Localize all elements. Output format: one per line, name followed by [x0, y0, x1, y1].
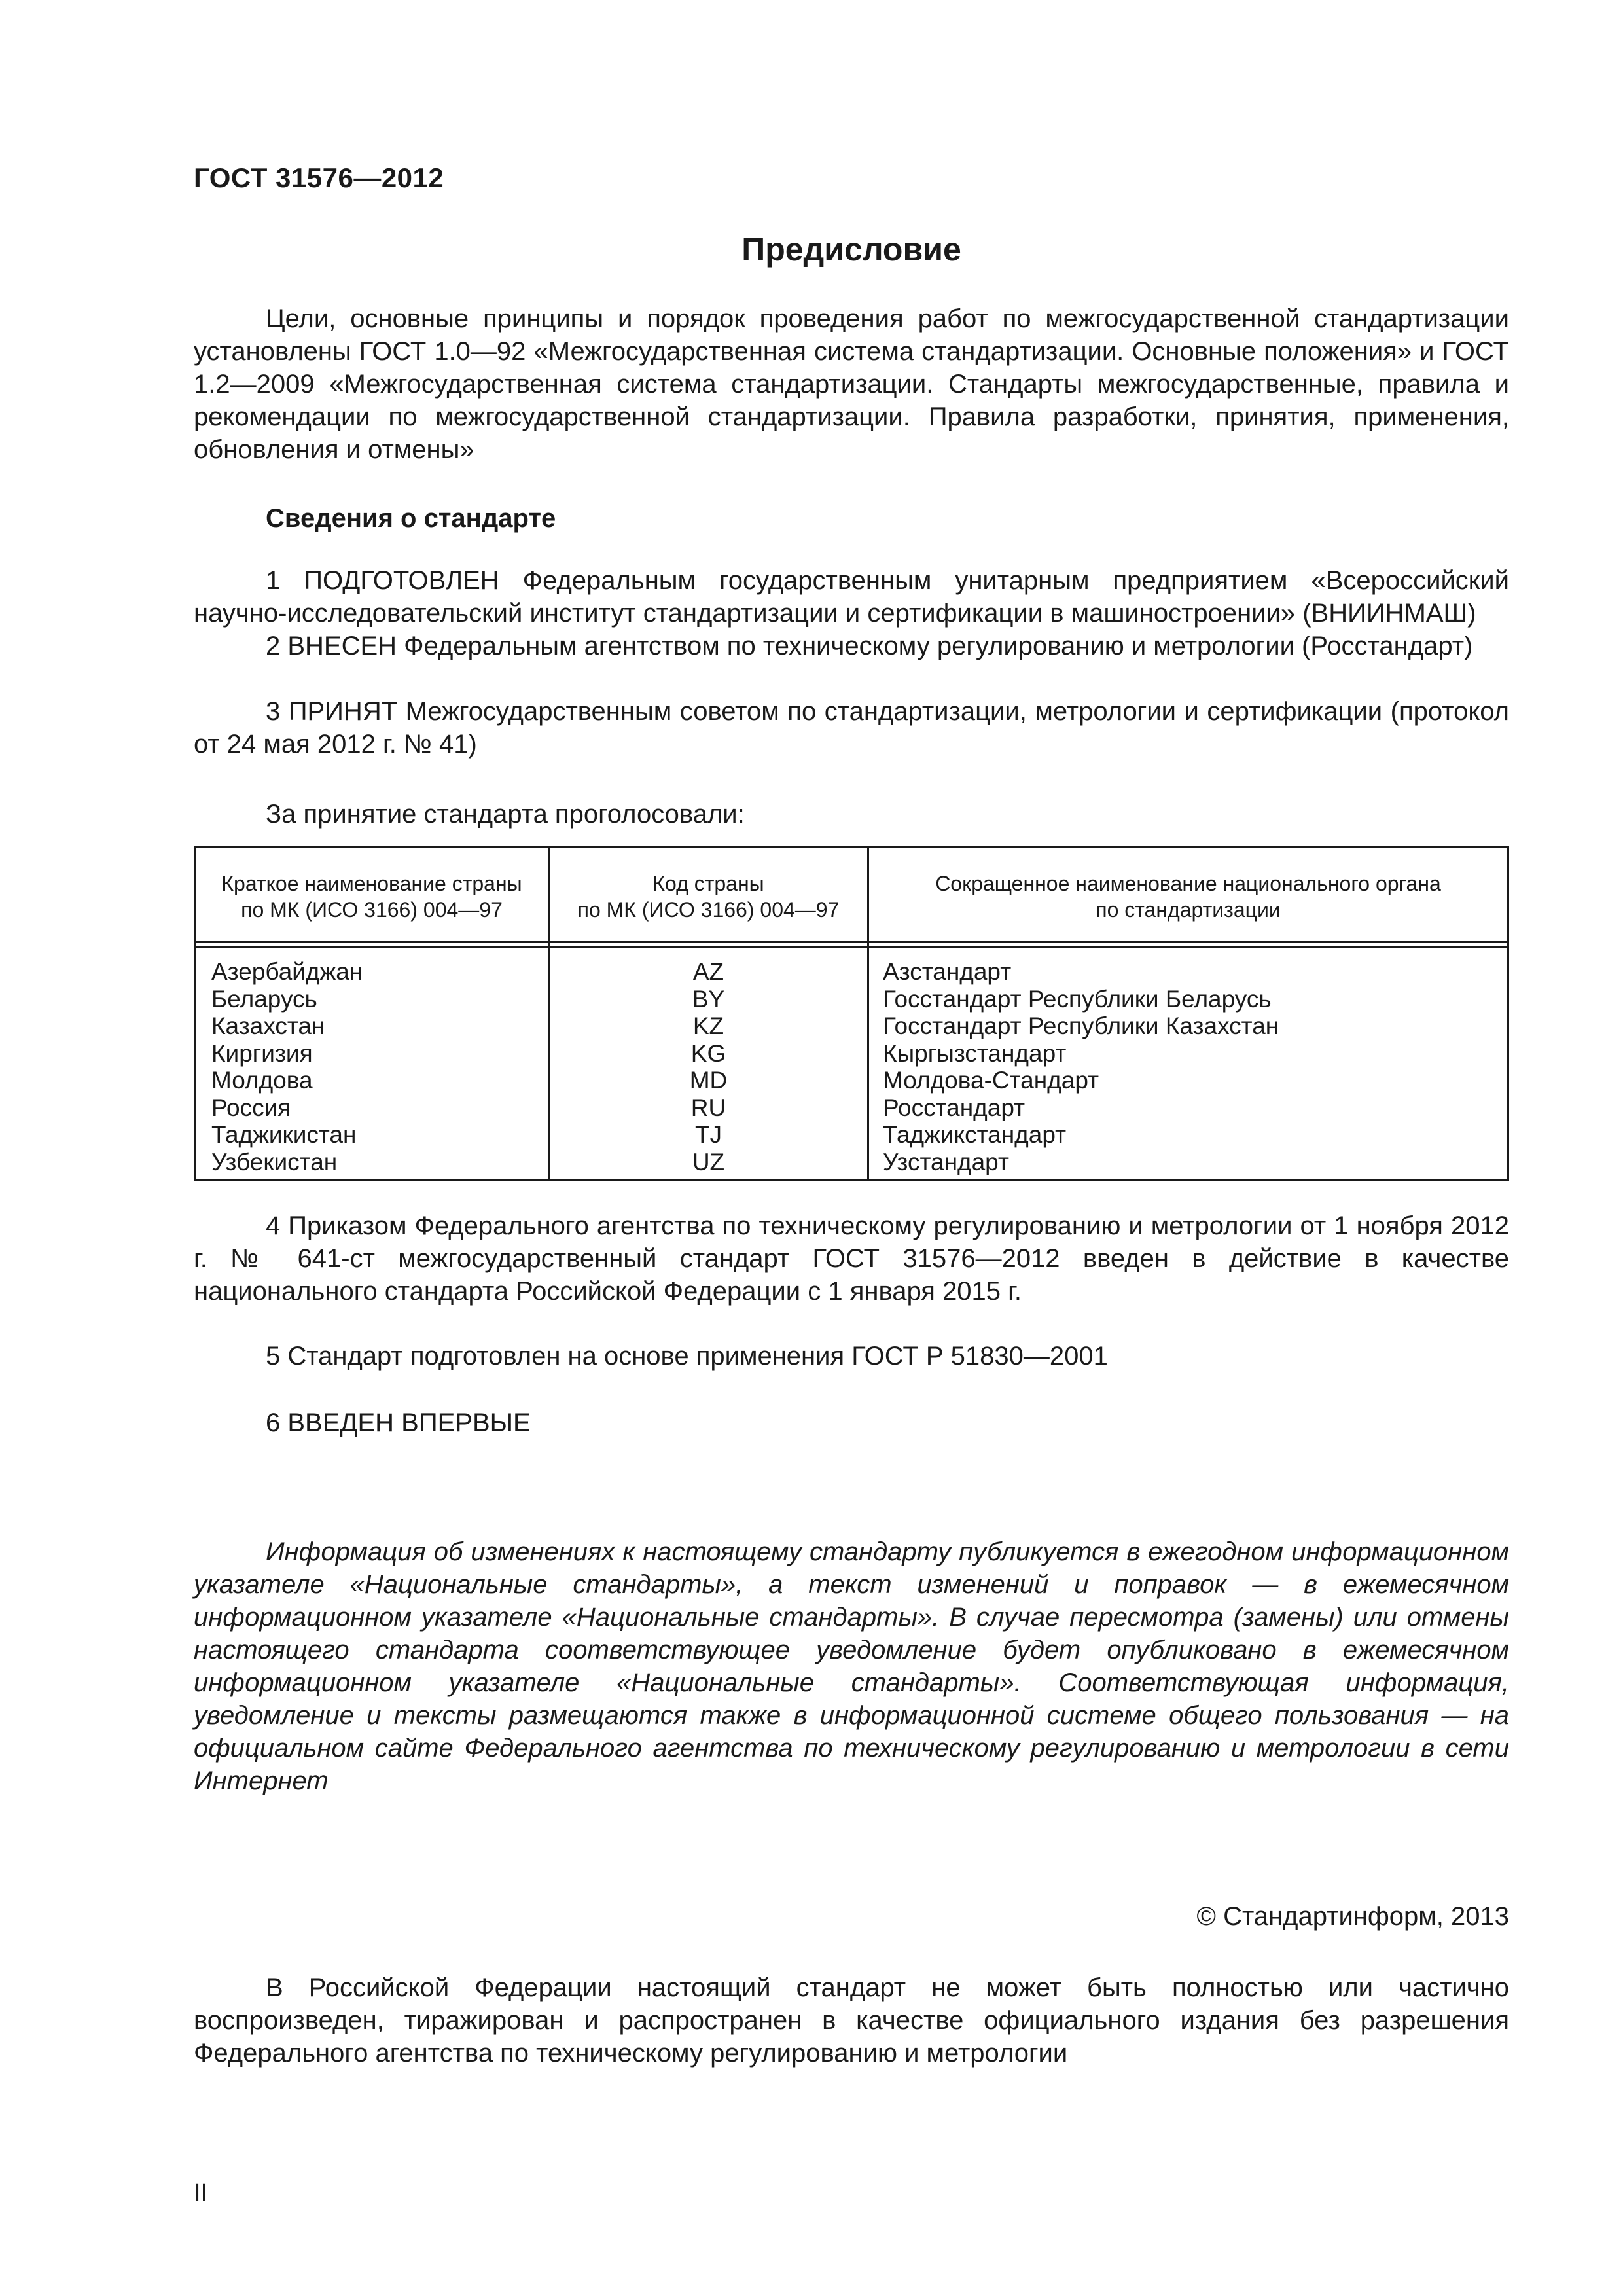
table-header-body: Сокращенное наименование национального органа по стандартизации: [935, 872, 1441, 922]
table-cell-country: Азербайджан: [211, 958, 363, 985]
item-4-paragraph: 4 Приказом Федерального агентства по техническому регулированию и метрологии от 1 ноября 2012 г. № 641-ст межгосударственный стандарт ГОСТ 31576—2012 введен в действие в качестве национального стандарта Российской Федерации с 1 января 2015 г.: [194, 1211, 1509, 1306]
table-cell-country: Киргизия: [211, 1039, 313, 1067]
table-cell-country: Казахстан: [211, 1013, 325, 1039]
table-cell-code: TJ: [694, 1121, 722, 1148]
item-1-paragraph: 1 ПОДГОТОВЛЕН Федеральным государственным унитарным предприятием «Всероссийский научно-исследовательский институт стандартизации и сертификации в машиностроении» (ВНИИНМАШ): [194, 566, 1509, 628]
table-cell-country: Беларусь: [211, 985, 317, 1013]
table-cell-body: Госстандарт Республики Казахстан: [883, 1013, 1279, 1039]
table-cell-code: KG: [690, 1039, 726, 1067]
table-cell-country: Узбекистан: [211, 1148, 338, 1175]
page-number: II: [194, 2179, 208, 2207]
country-column: [211, 958, 363, 1175]
table-cell-code: RU: [690, 1094, 726, 1121]
table-cell-body: Таджикстандарт: [883, 1121, 1067, 1148]
table-cell-body: Росстандарт: [883, 1094, 1026, 1121]
code-column: [550, 958, 867, 1175]
item-6-paragraph: 6 ВВЕДЕН ВПЕРВЫЕ: [266, 1408, 531, 1437]
notice-paragraph: Информация об изменениях к настоящему стандарту публикуется в ежегодном информационном указателе «Национальные стандарты», а текст изменений и поправок — в ежемесячном информационном указателе «Национальные стандарты». В случае пересмотра (замены) или отмены настоящего стандарта соответствующее уведомление будет опубликовано в ежемесячном информационном указателе «Национальные стандарты». Соответствующая информация, уведомление и тексты размещаются также в информационной системе общего пользования — на официальном сайте Федерального агентства по техническому регулированию и метрологии в сети Интернет: [194, 1537, 1509, 1795]
table-cell-country: Таджикистан: [211, 1121, 357, 1148]
document-page: [194, 0, 1509, 2296]
document-code: ГОСТ 31576—2012: [194, 162, 444, 193]
table-cell-code: AZ: [692, 958, 724, 985]
intro-paragraph: Цели, основные принципы и порядок проведения работ по межгосударственной стандартизации установлены ГОСТ 1.0—92 «Межгосударственная система стандартизации. Основные положения» и ГОСТ 1.2—2009 «Межгосударственная система стандартизации. Стандарты межгосударственные, правила и рекомендации по межгосударственной стандартизации. Правила разработки, принятия, применения, обновления и отмены»: [194, 304, 1509, 464]
vote-table: [194, 846, 1509, 1181]
vote-intro: За принятие стандарта проголосовали:: [266, 800, 745, 829]
table-cell-body: Узстандарт: [883, 1148, 1009, 1175]
item-2-paragraph: 2 ВНЕСЕН Федеральным агентством по техническому регулированию и метрологии (Росстандарт): [266, 632, 1473, 660]
item-3-paragraph: 3 ПРИНЯТ Межгосударственным советом по стандартизации, метрологии и сертификации (протокол от 24 мая 2012 г. № 41): [194, 697, 1509, 759]
page-title: Предисловие: [741, 231, 961, 268]
body-column: [883, 958, 1279, 1175]
table-header-country: Краткое наименование страны по МК (ИСО 3166) 004—97: [221, 872, 522, 922]
table-cell-body: Кыргызстандарт: [883, 1039, 1067, 1067]
item-5-paragraph: 5 Стандарт подготовлен на основе применения ГОСТ Р 51830—2001: [266, 1342, 1108, 1371]
table-cell-body: Госстандарт Республики Беларусь: [883, 985, 1272, 1013]
table-cell-code: UZ: [692, 1148, 725, 1175]
table-header-code: Код страны по МК (ИСО 3166) 004—97: [577, 872, 840, 922]
table-cell-country: Молдова: [211, 1067, 313, 1094]
table-cell-body: Азстандарт: [883, 958, 1012, 985]
reproduction-paragraph: В Российской Федерации настоящий стандарт не может быть полностью или частично воспроизведен, тиражирован и распространен в качестве официального издания без разрешения Федерального агентства по техническому регулированию и метрологии: [194, 1973, 1509, 2068]
table-cell-code: BY: [692, 985, 725, 1013]
table-cell-code: MD: [689, 1067, 728, 1094]
table-cell-country: Россия: [211, 1094, 291, 1121]
table-cell-body: Молдова-Стандарт: [883, 1067, 1099, 1094]
copyright-notice: © Стандартинформ, 2013: [1196, 1902, 1509, 1931]
header-separator: [196, 941, 1507, 948]
info-heading: Сведения о стандарте: [266, 504, 556, 533]
table-cell-code: KZ: [692, 1013, 724, 1039]
